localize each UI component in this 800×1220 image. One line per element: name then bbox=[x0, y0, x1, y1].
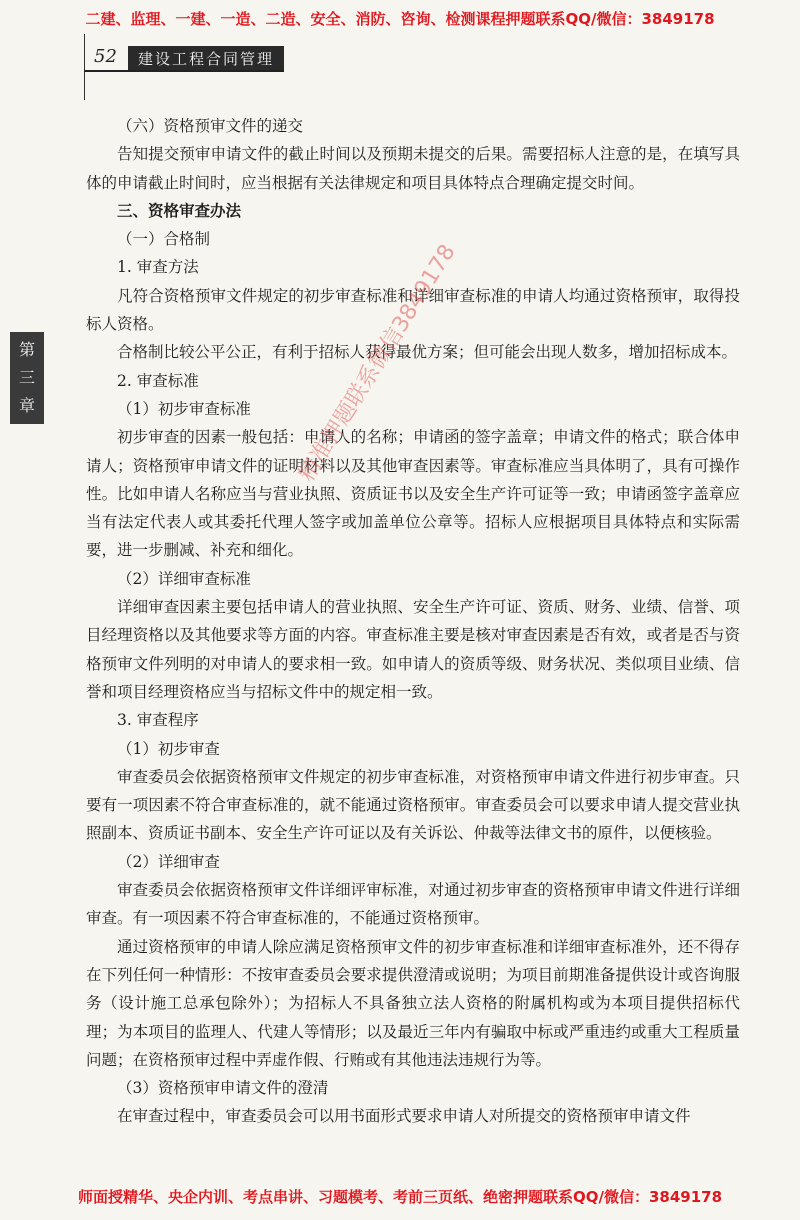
header-vertical-rule bbox=[84, 34, 85, 100]
body-paragraph: 合格制比较公平公正，有利于招标人获得最优方案；但可能会出现人数多，增加招标成本。 bbox=[117, 343, 738, 362]
body-paragraph: 凡符合资格预审文件规定的初步审查标准和详细审查标准的申请人均通过资格预审，取得投标人资格。 bbox=[86, 286, 740, 334]
subsection-heading: （一）合格制 bbox=[117, 230, 211, 249]
subsection-heading: （3）资格预审申请文件的澄清 bbox=[117, 1079, 329, 1098]
book-title-header: 建设工程合同管理 bbox=[128, 46, 284, 72]
page-number: 52 bbox=[94, 46, 117, 67]
section-heading: 三、资格审查办法 bbox=[117, 201, 242, 220]
subsection-heading: （六）资格预审文件的递交 bbox=[117, 117, 304, 135]
header-rule bbox=[84, 70, 284, 72]
top-banner: 二建、监理、一建、一造、二造、安全、消防、咨询、检测课程押题联系QQ/微信：3849178 bbox=[85, 10, 715, 28]
body-paragraph: 通过资格预审的申请人除应满足资格预审文件的初步审查标准和详细审查标准外，还不得存在下列任何一种情形：不按审查委员会要求提供澄清或说明；为项目前期准备提供设计或咨询服务（设计施工总承包除外）；为招标人不具备独立法人资格的附属机构或为本项目提供招标代理；为本项目的监理人、代建人等情形；以及最近三年内有骗取中标或严重违约或重大工程质量问题；在资格预审过程中弄虚作假、行贿或有其他违法违规行为等。 bbox=[86, 937, 740, 1069]
body-paragraph: 告知提交预审申请文件的截止时间以及预期未提交的后果。需要招标人注意的是，在填写具体的申请截止时间时，应当根据有关法律规定和项目具体特点合理确定提交时间。 bbox=[86, 145, 740, 192]
subsection-heading: （2）详细审查 bbox=[117, 852, 220, 871]
subsection-heading: （1）初步审查标准 bbox=[117, 399, 251, 418]
body-paragraph: 在审查过程中，审查委员会可以用书面形式要求申请人对所提交的资格预审申请文件 bbox=[117, 1107, 691, 1126]
body-paragraph: 详细审查因素主要包括申请人的营业执照、安全生产许可证、资质、财务、业绩、信誉、项目经理资格以及其他要求等方面的内容。审查标准主要是核对审查因素是否有效，或者是否与资格预审文件列明的对申请人的要求相一致。如申请人的资质等级、财务状况、类似项目业绩、信誉和项目经理资格应当与招标文件中的规定相一致。 bbox=[86, 598, 740, 701]
page-body bbox=[86, 112, 740, 1131]
subsection-heading: 2. 审查标准 bbox=[117, 371, 199, 390]
bottom-banner: 师面授精华、央企内训、考点串讲、习题模考、考前三页纸、绝密押题联系QQ/微信：3849178 bbox=[77, 1188, 723, 1206]
chapter-tab-label: 第 三 章 bbox=[18, 340, 35, 415]
subsection-heading: 3. 审查程序 bbox=[117, 711, 199, 730]
body-paragraph: 审查委员会依据资格预审文件详细评审标准，对通过初步审查的资格预审申请文件进行详细审查。有一项因素不符合审查标准的，不能通过资格预审。 bbox=[86, 881, 740, 928]
subsection-heading: （1）初步审查 bbox=[117, 739, 220, 758]
body-paragraph: 初步审查的因素一般包括：申请人的名称；申请函的签字盖章；申请文件的格式；联合体申请人；资格预审申请文件的证明材料以及其他审查因素等。审查标准应当具体明了，具有可操作性。比如申请人名称应当与营业执照、资质证书以及安全生产许可证等一致；申请函签字盖章应当有法定代表人或其委托代理人签字或加盖单位公章等。招标人应根据项目具体特点和实际需要，进一步删减、补充和细化。 bbox=[86, 428, 740, 560]
subsection-heading: （2）详细审查标准 bbox=[117, 569, 251, 588]
chapter-tab bbox=[10, 332, 44, 424]
subsection-heading: 1. 审查方法 bbox=[117, 258, 199, 277]
watermark: 精准押题联系微信3849178 bbox=[294, 240, 461, 486]
body-paragraph: 审查委员会依据资格预审文件规定的初步审查标准，对资格预审申请文件进行初步审查。只要有一项因素不符合审查标准的，就不能通过资格预审。审查委员会可以要求申请人提交营业执照副本、资质证书副本、安全生产许可证以及有关诉讼、仲裁等法律文书的原件，以便核验。 bbox=[86, 767, 740, 843]
